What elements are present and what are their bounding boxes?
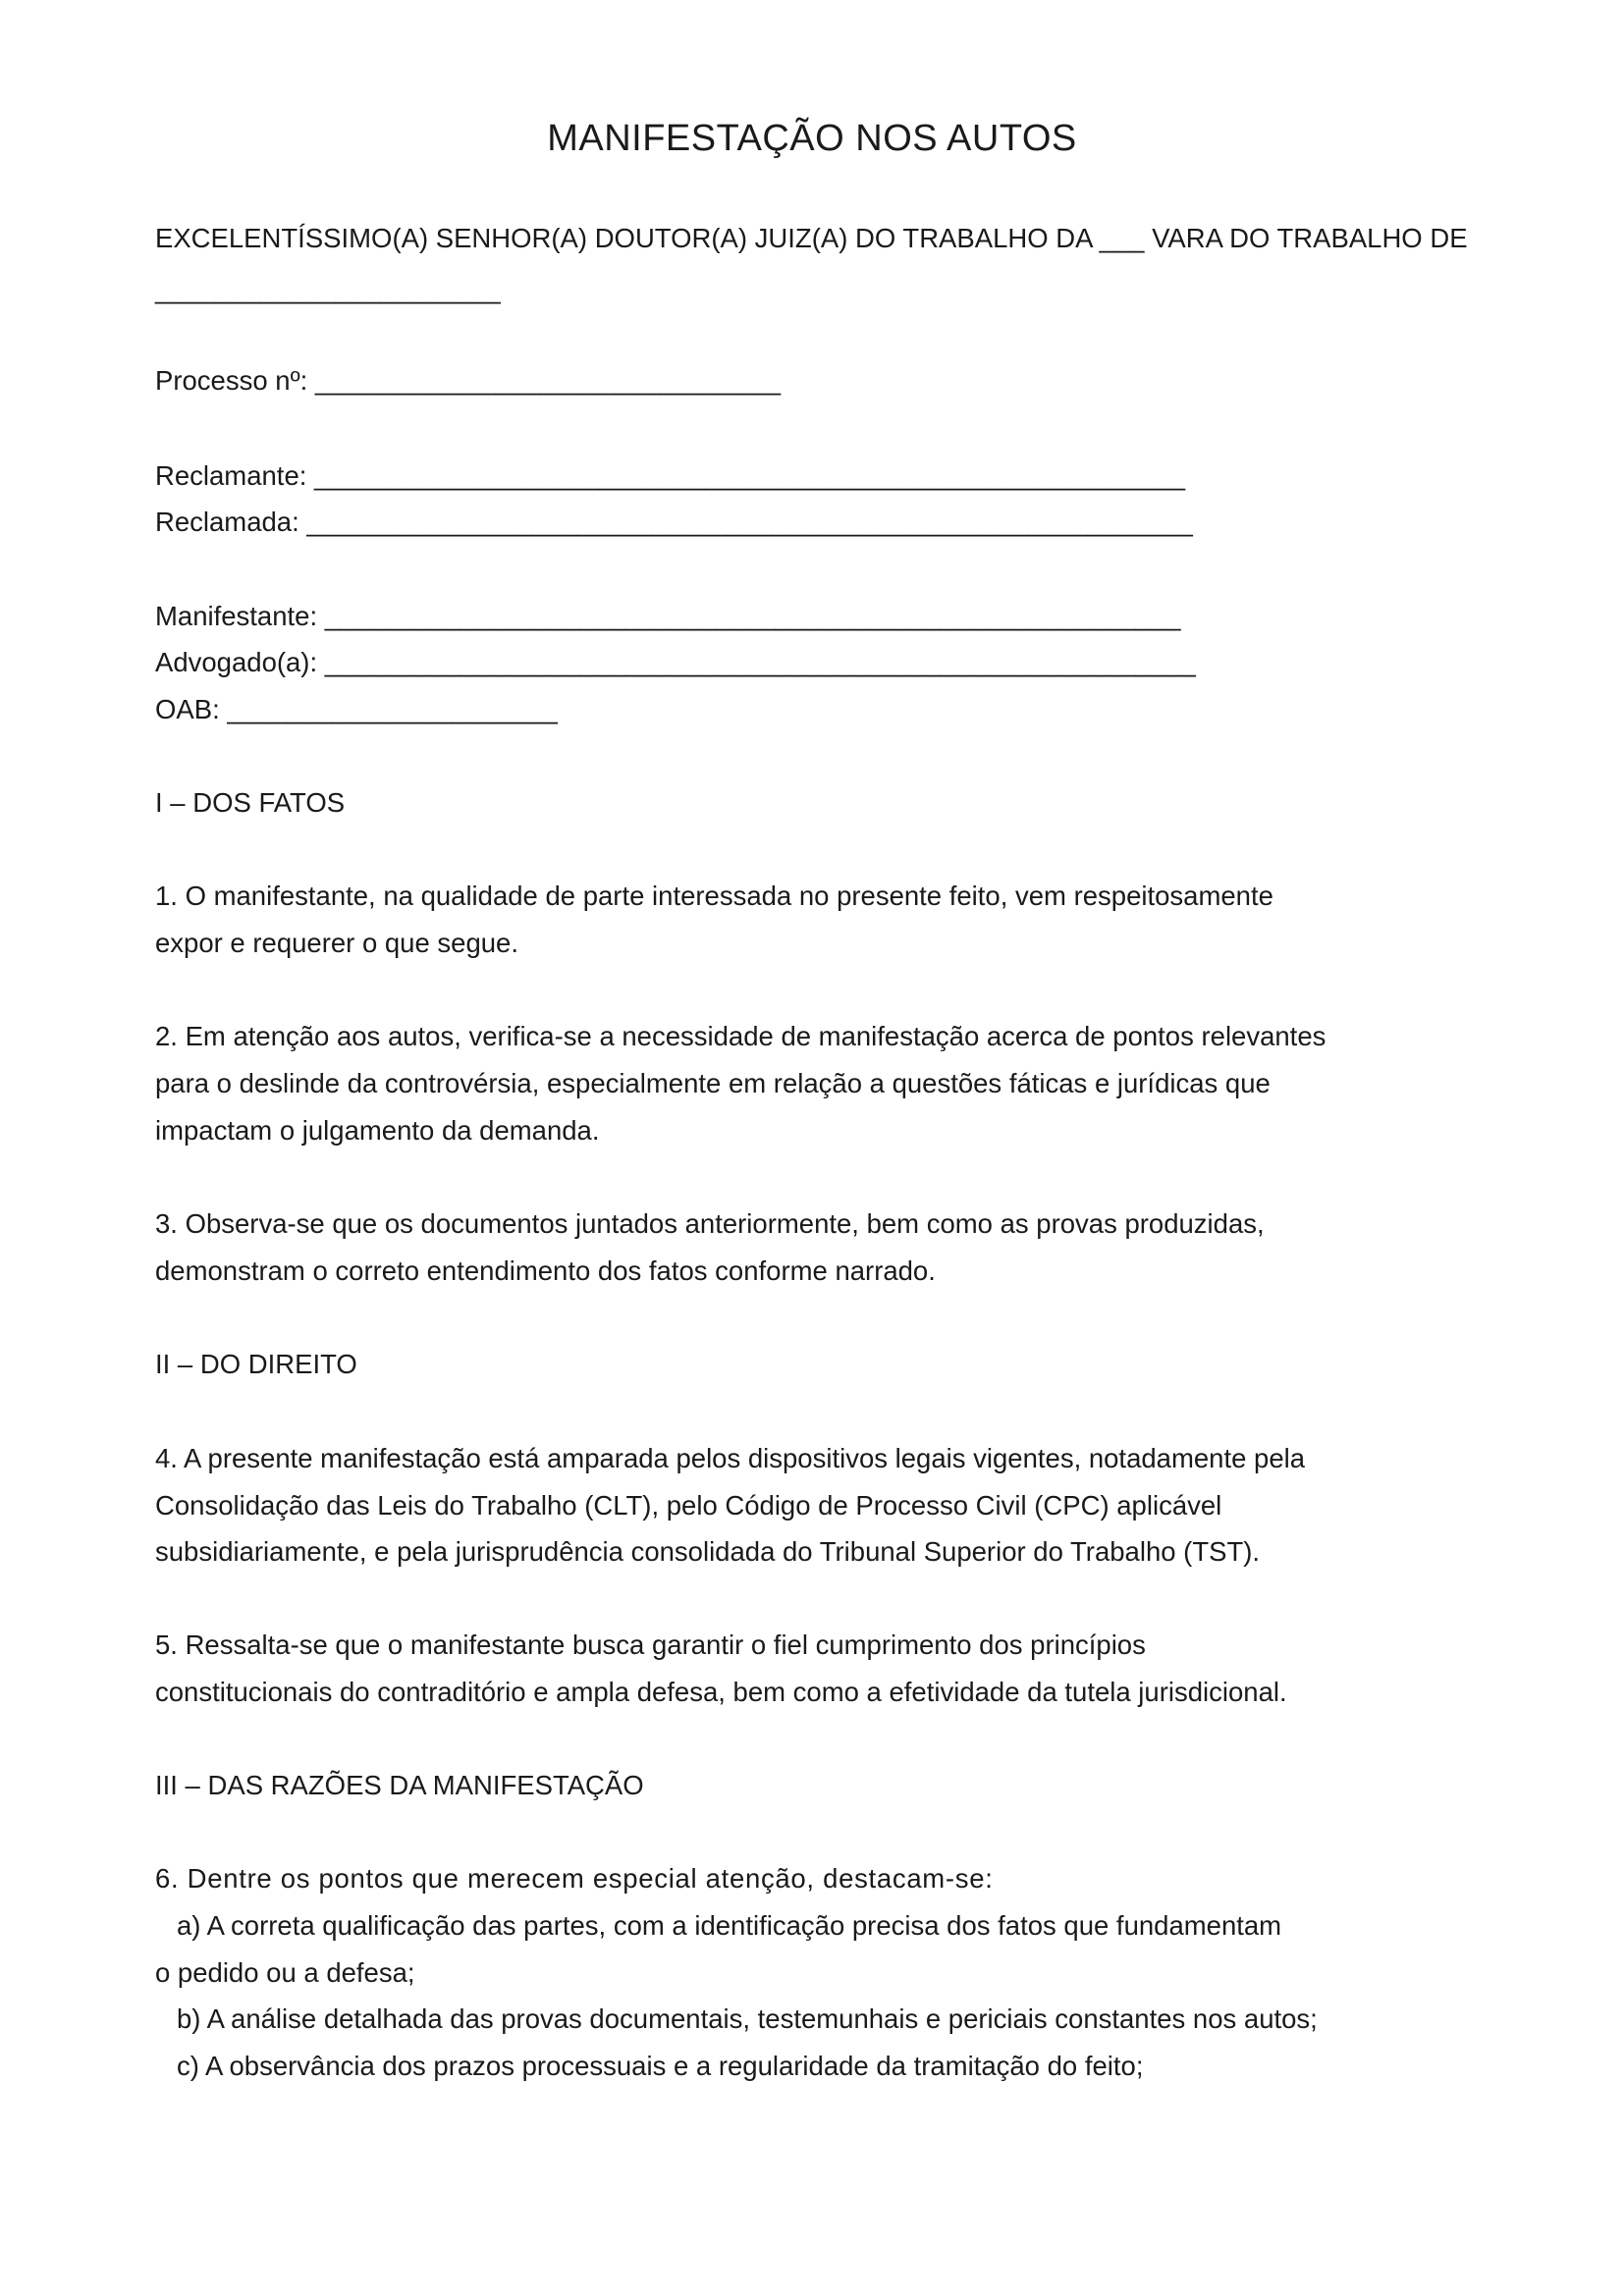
paragraph-4-line-2: Consolidação das Leis do Trabalho (CLT), pelo Código de Processo Civil (CPC) aplicável bbox=[155, 1490, 1222, 1521]
paragraph-1-line-2: expor e requerer o que segue. bbox=[155, 928, 518, 958]
manifestante-field: Manifestante: _________________________________________________________ bbox=[155, 601, 1181, 631]
paragraph-4-line-1: 4. A presente manifestação está amparada pelos dispositivos legais vigentes, notadamente pela bbox=[155, 1443, 1306, 1473]
addressee-line-2: _______________________ bbox=[155, 274, 501, 304]
paragraph-2-line-2: para o deslinde da controvérsia, especialmente em relação a questões fáticas e jurídicas que bbox=[155, 1068, 1271, 1098]
section-heading-direito: II – DO DIREITO bbox=[155, 1349, 357, 1379]
section-heading-razoes: III – DAS RAZÕES DA MANIFESTAÇÃO bbox=[155, 1770, 644, 1800]
advogado-field: Advogado(a): __________________________________________________________ bbox=[155, 647, 1196, 677]
paragraph-4-line-3: subsidiariamente, e pela jurisprudência consolidada do Tribunal Superior do Trabalho (TST). bbox=[155, 1536, 1261, 1567]
list-item-c: c) A observância dos prazos processuais e a regularidade da tramitação do feito; bbox=[177, 2051, 1144, 2081]
paragraph-2-line-1: 2. Em atenção aos autos, verifica-se a necessidade de manifestação acerca de pontos relevantes bbox=[155, 1021, 1326, 1051]
paragraph-6-intro: 6. Dentre os pontos que merecem especial atenção, destacam-se: bbox=[155, 1863, 994, 1894]
paragraph-2-line-3: impactam o julgamento da demanda. bbox=[155, 1115, 600, 1146]
list-item-a-line-1: a) A correta qualificação das partes, com a identificação precisa dos fatos que fundamentam bbox=[177, 1910, 1282, 1941]
reclamada-field: Reclamada: ___________________________________________________________ bbox=[155, 507, 1193, 537]
paragraph-3-line-2: demonstram o correto entendimento dos fatos conforme narrado. bbox=[155, 1255, 936, 1286]
paragraph-1-line-1: 1. O manifestante, na qualidade de parte interessada no presente feito, vem respeitosamente bbox=[155, 881, 1273, 911]
list-item-b: b) A análise detalhada das provas documentais, testemunhais e periciais constantes nos autos; bbox=[177, 2003, 1318, 2034]
oab-field: OAB: ______________________ bbox=[155, 694, 558, 724]
list-item-a-line-2: o pedido ou a defesa; bbox=[155, 1957, 415, 1988]
paragraph-5-line-1: 5. Ressalta-se que o manifestante busca garantir o fiel cumprimento dos princípios bbox=[155, 1629, 1146, 1660]
reclamante-field: Reclamante: __________________________________________________________ bbox=[155, 460, 1186, 491]
document-title: MANIFESTAÇÃO NOS AUTOS bbox=[547, 118, 1077, 159]
processo-field: Processo nº: _______________________________ bbox=[155, 365, 782, 396]
section-heading-fatos: I – DOS FATOS bbox=[155, 787, 346, 818]
addressee-line-1: EXCELENTÍSSIMO(A) SENHOR(A) DOUTOR(A) JUIZ(A) DO TRABALHO DA ___ VARA DO TRABALHO DE bbox=[155, 223, 1468, 253]
paragraph-3-line-1: 3. Observa-se que os documentos juntados anteriormente, bem como as provas produzidas, bbox=[155, 1208, 1265, 1239]
paragraph-5-line-2: constitucionais do contraditório e ampla defesa, bem como a efetividade da tutela jurisdicional. bbox=[155, 1677, 1287, 1707]
